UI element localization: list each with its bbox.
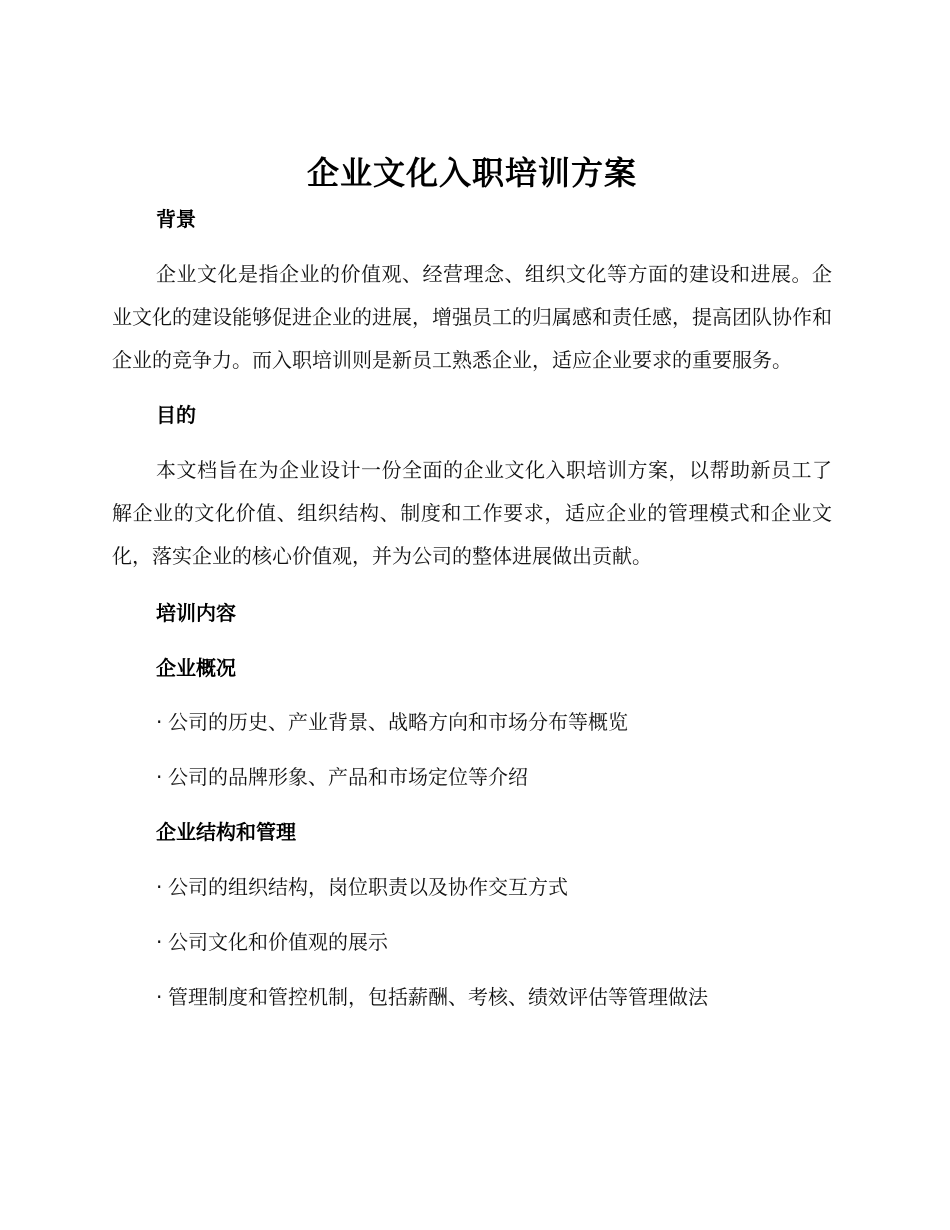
list-item xyxy=(112,982,832,1012)
heading-company-overview: 企业概况 xyxy=(156,656,236,680)
heading-training-content: 培训内容 xyxy=(156,601,236,625)
list-item xyxy=(112,872,832,902)
list-item-text: 公司文化和价值观的展示 xyxy=(168,930,388,954)
paragraph-purpose: 本文档旨在为企业设计一份全面的企业文化入职培训方案，以帮助新员工了解企业的文化价值、组织结构、制度和工作要求，适应企业的管理模式和企业文化，落实企业的核心价值观，并为公司的整体进展做出贡献。 xyxy=(112,458,832,568)
paragraph-background: 企业文化是指企业的价值观、经营理念、组织文化等方面的建设和进展。企业文化的建设能够促进企业的进展，增强员工的归属感和责任感，提高团队协作和企业的竞争力。而入职培训则是新员工熟悉企业，适应企业要求的重要服务。 xyxy=(112,262,832,372)
bullet-dot: · xyxy=(156,710,163,734)
list-item-text: 公司的历史、产业背景、战略方向和市场分布等概览 xyxy=(168,710,628,734)
list-item-text: 管理制度和管控机制，包括薪酬、考核、绩效评估等管理做法 xyxy=(168,985,708,1009)
heading-background: 背景 xyxy=(156,207,196,231)
bullet-dot: · xyxy=(156,875,163,899)
bullet-dot: · xyxy=(156,765,163,789)
document-title: 企业文化入职培训方案 xyxy=(306,154,637,192)
list-item xyxy=(112,762,832,792)
list-item-text: 公司的品牌形象、产品和市场定位等介绍 xyxy=(168,765,528,789)
heading-structure-management: 企业结构和管理 xyxy=(156,820,296,844)
heading-purpose: 目的 xyxy=(156,403,196,427)
list-item-text: 公司的组织结构，岗位职责以及协作交互方式 xyxy=(168,875,568,899)
document-page xyxy=(112,150,832,1012)
list-item xyxy=(112,707,832,737)
bullet-dot: · xyxy=(156,985,163,1009)
bullet-dot: · xyxy=(156,930,163,954)
list-item xyxy=(112,927,832,957)
